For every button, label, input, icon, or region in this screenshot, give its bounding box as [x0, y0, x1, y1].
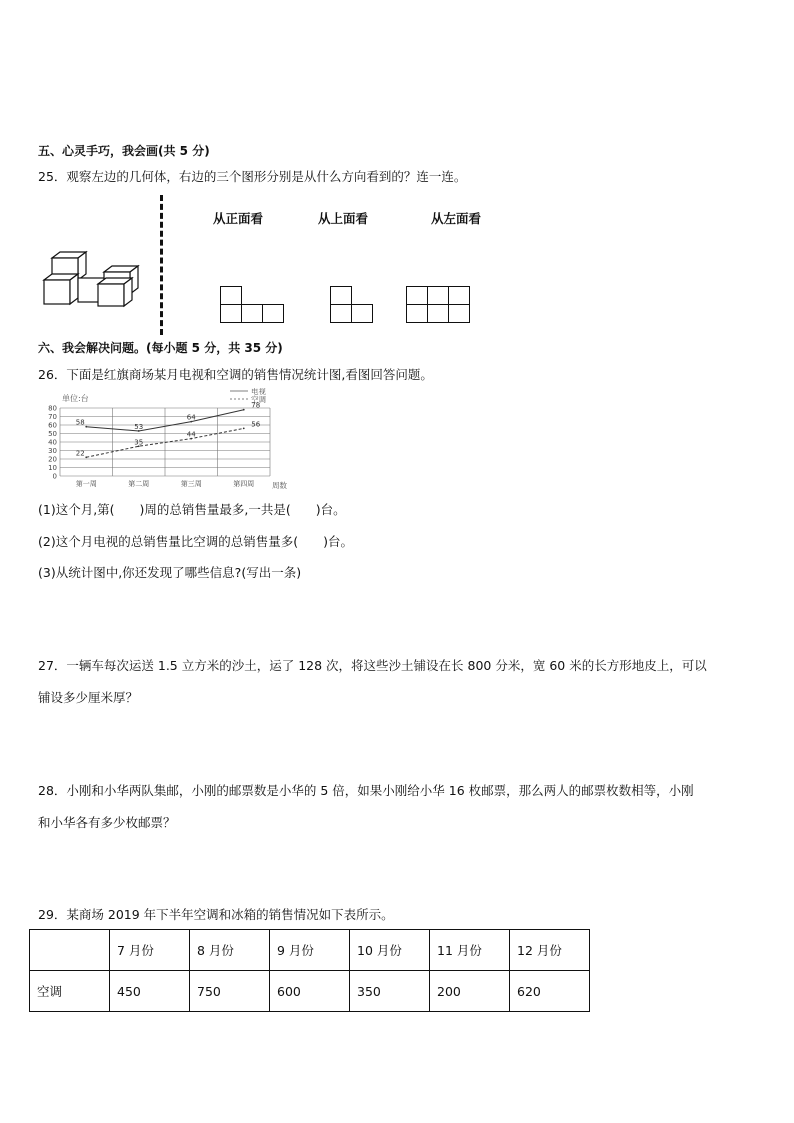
- data-label: 56: [251, 420, 261, 429]
- table-cell: 350: [350, 971, 430, 1012]
- table-header-cell: 7 月份: [110, 930, 190, 971]
- sales-line-chart: [40, 388, 310, 492]
- view-label-left: 从左面看: [431, 211, 482, 226]
- question-28-line1: 28．小刚和小华两队集邮，小刚的邮票数是小华的 5 倍，如果小刚给小华 16 枚邮票，那么两人的邮票枚数相等，小刚: [38, 783, 694, 798]
- y-tick-label: 40: [48, 438, 57, 447]
- table-header-cell: 11 月份: [430, 930, 510, 971]
- y-tick-label: 70: [48, 413, 57, 421]
- table-cell: 450: [110, 971, 190, 1012]
- x-tick-label: 第三周: [180, 480, 202, 488]
- data-label: 44: [186, 430, 196, 439]
- data-label: 58: [75, 418, 85, 427]
- y-tick-label: 80: [48, 404, 57, 413]
- data-point: [85, 426, 87, 428]
- table-cell: 600: [270, 971, 350, 1012]
- table-header-cell: 10 月份: [350, 930, 430, 971]
- table-header-cell: 9 月份: [270, 930, 350, 971]
- question-27-line1: 27．一辆车每次运送 1.5 立方米的沙土，运了 128 次，将这些沙土铺设在长 800 分米，宽 60 米的长方形地皮上，可以: [38, 658, 707, 673]
- data-label: 64: [186, 413, 196, 422]
- question-26-sub1: (1)这个月,第( )周的总销售量最多,一共是( )台。: [38, 502, 346, 517]
- question-29-text: 29．某商场 2019 年下半年空调和冰箱的销售情况如下表所示。: [38, 907, 394, 922]
- view-label-front: 从正面看: [213, 211, 264, 226]
- question-25-text: 25．观察左边的几何体，右边的三个图形分别是从什么方向看到的？连一连。: [38, 169, 467, 184]
- section-6-title: 六、我会解决问题。(每小题 5 分，共 35 分): [38, 341, 283, 355]
- question-26-sub2: (2)这个月电视的总销售量比空调的总销售量多( )台。: [38, 534, 353, 549]
- question-26-sub3: (3)从统计图中,你还发现了哪些信息?(写出一条): [38, 565, 302, 580]
- question-26-text: 26．下面是红旗商场某月电视和空调的销售情况统计图,看图回答问题。: [38, 367, 433, 382]
- table-header-cell: 8 月份: [190, 930, 270, 971]
- y-tick-label: 50: [48, 430, 57, 438]
- sales-table: [29, 929, 590, 1012]
- x-tick-label: 第四周: [233, 480, 255, 488]
- table-header-cell: [30, 930, 110, 971]
- table-cell: 620: [510, 971, 590, 1012]
- data-label: 22: [75, 449, 85, 458]
- y-tick-label: 0: [52, 472, 57, 481]
- y-tick-label: 60: [48, 421, 57, 430]
- data-label: 78: [251, 401, 261, 410]
- y-tick-label: 10: [48, 464, 57, 472]
- table-cell: 空调: [30, 971, 110, 1012]
- data-label: 53: [134, 422, 144, 431]
- cube-solid-figure: [40, 250, 144, 310]
- data-point: [85, 456, 87, 458]
- table-row: [30, 971, 590, 1012]
- data-label: 35: [134, 438, 144, 447]
- x-tick-label: 第一周: [75, 480, 97, 488]
- data-point: [243, 428, 245, 430]
- dashed-divider: [160, 195, 163, 335]
- chart-x-axis-label: 周数: [272, 481, 287, 490]
- question-27-line2: 铺设多少厘米厚？: [38, 690, 139, 705]
- y-tick-label: 20: [48, 455, 57, 464]
- data-point: [243, 409, 245, 411]
- table-header-row: [30, 930, 590, 971]
- view-label-top: 从上面看: [318, 211, 369, 226]
- table-header-cell: 12 月份: [510, 930, 590, 971]
- question-28-line2: 和小华各有多少枚邮票？: [38, 815, 176, 830]
- legend-label-ac: 空调: [251, 395, 266, 404]
- table-cell: 200: [430, 971, 510, 1012]
- chart-unit-label: 单位:台: [62, 394, 89, 403]
- section-5-title: 五、心灵手巧，我会画(共 5 分): [38, 144, 210, 158]
- table-cell: 750: [190, 971, 270, 1012]
- y-tick-label: 30: [48, 447, 57, 455]
- legend-label-tv: 电视: [251, 388, 266, 396]
- x-tick-label: 第二周: [128, 480, 150, 488]
